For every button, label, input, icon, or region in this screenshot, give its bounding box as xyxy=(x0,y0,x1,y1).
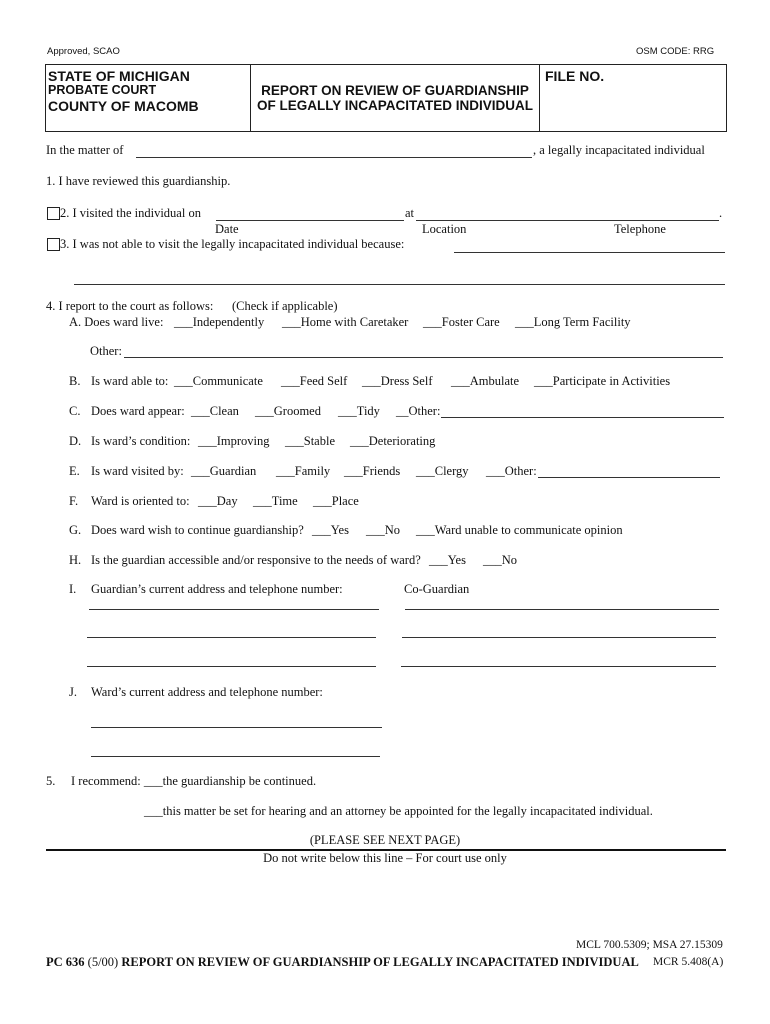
a-other-label: Other: xyxy=(90,344,122,358)
co-guardian-line-3[interactable] xyxy=(401,666,716,667)
e-opt-friends[interactable]: ___Friends xyxy=(344,464,401,478)
item-2-checkbox[interactable] xyxy=(47,207,60,220)
f-letter: F. xyxy=(69,494,79,508)
item-2-end: . xyxy=(719,206,723,220)
matter-name-field[interactable] xyxy=(136,157,532,158)
mcr-citation: MCR 5.408(A) xyxy=(653,956,724,968)
c-opt-other[interactable]: __Other: xyxy=(396,404,441,418)
visit-location-field[interactable] xyxy=(416,220,719,221)
g-label: Does ward wish to continue guardianship? xyxy=(91,523,304,537)
a-opt-independently[interactable]: ___Independently xyxy=(174,315,265,329)
d-label: Is ward’s condition: xyxy=(91,434,191,448)
f-opt-place[interactable]: ___Place xyxy=(313,494,359,508)
h-letter: H. xyxy=(69,553,82,567)
a-opt-home-caretaker[interactable]: ___Home with Caretaker xyxy=(282,315,409,329)
form-title-2: OF LEGALLY INCAPACITATED INDIVIDUAL xyxy=(256,98,533,113)
e-other-field[interactable] xyxy=(538,477,720,478)
matter-suffix: , a legally incapacitated individual xyxy=(533,143,705,157)
a-opt-foster-care[interactable]: ___Foster Care xyxy=(423,315,500,329)
h-label: Is the guardian accessible and/or responsive to the needs of ward? xyxy=(91,553,421,567)
b-opt-dress-self[interactable]: ___Dress Self xyxy=(362,374,433,388)
j-label: Ward’s current address and telephone number: xyxy=(91,685,323,699)
a-opt-long-term[interactable]: ___Long Term Facility xyxy=(515,315,631,329)
e-label: Is ward visited by: xyxy=(91,464,184,478)
item-5-num: 5. xyxy=(46,774,56,788)
co-guardian-label: Co-Guardian xyxy=(404,582,470,596)
item-3-checkbox[interactable] xyxy=(47,238,60,251)
item-4-text: 4. I report to the court as follows: xyxy=(46,299,214,313)
f-opt-time[interactable]: ___Time xyxy=(253,494,298,508)
reason-field-1[interactable] xyxy=(454,252,725,253)
e-opt-other[interactable]: ___Other: xyxy=(486,464,537,478)
co-guardian-line-2[interactable] xyxy=(402,637,716,638)
form-footer-title xyxy=(46,955,639,970)
g-opt-no[interactable]: ___No xyxy=(366,523,401,537)
c-other-field[interactable] xyxy=(441,417,724,418)
item-2-text: 2. I visited the individual on xyxy=(60,206,201,220)
form-id: PC 636 xyxy=(46,955,85,969)
court-label: PROBATE COURT xyxy=(48,83,157,97)
h-opt-yes[interactable]: ___Yes xyxy=(429,553,466,567)
c-label: Does ward appear: xyxy=(91,404,185,418)
e-opt-guardian[interactable]: ___Guardian xyxy=(191,464,257,478)
item-1-text: 1. I have reviewed this guardianship. xyxy=(46,174,231,188)
form-date: (5/00) xyxy=(87,955,119,969)
ward-address-line-2[interactable] xyxy=(91,756,380,757)
f-label: Ward is oriented to: xyxy=(91,494,190,508)
osm-code: OSM CODE: RRG xyxy=(636,46,715,57)
guardian-address-line-1[interactable] xyxy=(89,609,379,610)
b-opt-feed-self[interactable]: ___Feed Self xyxy=(281,374,348,388)
c-letter: C. xyxy=(69,404,81,418)
guardian-address-line-2[interactable] xyxy=(87,637,376,638)
guardian-address-line-3[interactable] xyxy=(87,666,376,667)
b-opt-ambulate[interactable]: ___Ambulate xyxy=(451,374,520,388)
g-opt-unable[interactable]: ___Ward unable to communicate opinion xyxy=(416,523,623,537)
b-opt-participate[interactable]: ___Participate in Activities xyxy=(534,374,671,388)
see-next-page: (PLEASE SEE NEXT PAGE) xyxy=(309,833,461,847)
visit-date-field[interactable] xyxy=(216,220,404,221)
c-opt-groomed[interactable]: ___Groomed xyxy=(255,404,321,418)
approved-text: Approved, SCAO xyxy=(47,46,120,57)
e-opt-clergy[interactable]: ___Clergy xyxy=(416,464,469,478)
d-opt-improving[interactable]: ___Improving xyxy=(198,434,270,448)
a-other-field[interactable] xyxy=(124,357,723,358)
item-3-text: 3. I was not able to visit the legally incapacitated individual because: xyxy=(60,237,405,251)
c-opt-clean[interactable]: ___Clean xyxy=(191,404,239,418)
b-label: Is ward able to: xyxy=(91,374,169,388)
d-opt-stable[interactable]: ___Stable xyxy=(285,434,335,448)
form-footer-name: REPORT ON REVIEW OF GUARDIANSHIP OF LEGALLY INCAPACITATED INDIVIDUAL xyxy=(121,955,639,969)
item-4-check-note: (Check if applicable) xyxy=(232,299,338,313)
g-letter: G. xyxy=(69,523,82,537)
e-opt-family[interactable]: ___Family xyxy=(276,464,331,478)
co-guardian-line-1[interactable] xyxy=(405,609,719,610)
reason-field-2[interactable] xyxy=(74,284,725,285)
state-label: STATE OF MICHIGAN xyxy=(48,68,190,84)
b-letter: B. xyxy=(69,374,81,388)
recommend-continue[interactable]: I recommend: ___the guardianship be continued. xyxy=(71,774,317,788)
c-opt-tidy[interactable]: ___Tidy xyxy=(338,404,380,418)
file-no-label: FILE NO. xyxy=(545,68,605,84)
county-label: COUNTY OF MACOMB xyxy=(48,98,199,114)
i-letter: I. xyxy=(69,582,77,596)
g-opt-yes[interactable]: ___Yes xyxy=(312,523,349,537)
f-opt-day[interactable]: ___Day xyxy=(198,494,238,508)
ward-address-line-1[interactable] xyxy=(91,727,382,728)
h-opt-no[interactable]: ___No xyxy=(483,553,518,567)
location-caption: Location xyxy=(422,222,467,236)
date-caption: Date xyxy=(215,222,239,236)
court-use-note: Do not write below this line – For court use only xyxy=(263,851,507,865)
mcl-citation: MCL 700.5309; MSA 27.15309 xyxy=(576,939,723,951)
i-label: Guardian’s current address and telephone number: xyxy=(91,582,343,596)
j-letter: J. xyxy=(69,685,77,699)
matter-label: In the matter of xyxy=(46,143,124,157)
item-2-at: at xyxy=(405,206,415,220)
e-letter: E. xyxy=(69,464,80,478)
form-title-1: REPORT ON REVIEW OF GUARDIANSHIP xyxy=(261,83,529,98)
telephone-caption: Telephone xyxy=(614,222,666,236)
b-opt-communicate[interactable]: ___Communicate xyxy=(174,374,263,388)
d-opt-deteriorating[interactable]: ___Deteriorating xyxy=(350,434,436,448)
a-label: A. Does ward live: xyxy=(69,315,164,329)
recommend-hearing[interactable]: ___this matter be set for hearing and an attorney be appointed for the legally incapacitated individual. xyxy=(144,804,653,818)
d-letter: D. xyxy=(69,434,82,448)
